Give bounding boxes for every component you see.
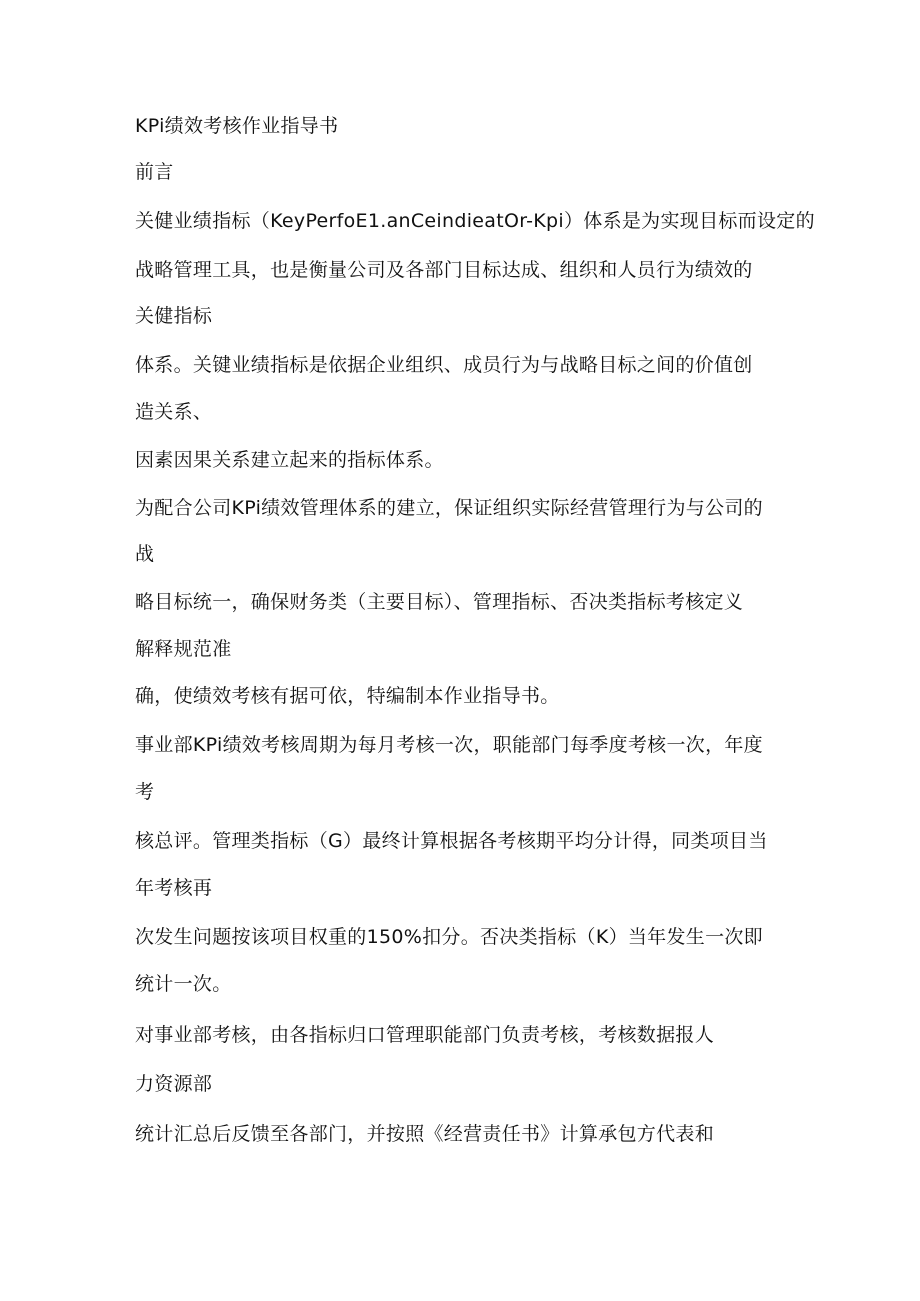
paragraph-line: 为配合公司KPi绩效管理体系的建立，保证组织实际经营管理行为与公司的 bbox=[135, 497, 763, 519]
paragraph-line: 略目标统一，确保财务类（主要目标）、管理指标、否决类指标考核定义 bbox=[135, 591, 744, 613]
paragraph-line: 因素因果关系建立起来的指标体系。 bbox=[135, 449, 444, 471]
paragraph-line: 造关系、 bbox=[135, 401, 213, 423]
paragraph-line: 战略管理工具，也是衡量公司及各部门目标达成、组织和人员行为绩效的 bbox=[135, 259, 753, 281]
paragraph-line: 事业部KPi绩效考核周期为每月考核一次，职能部门每季度考核一次，年度 bbox=[135, 734, 763, 756]
paragraph-line: 体系。关键业绩指标是依据企业组织、成员行为与战略目标之间的价值创 bbox=[135, 354, 753, 376]
paragraph-line: 关健指标 bbox=[135, 305, 213, 327]
paragraph-line: 核总评。管理类指标（G）最终计算根据各考核期平均分计得，同类项目当 bbox=[135, 830, 768, 852]
paragraph-line: 关健业绩指标（KeyPerfoE1.anCeindieatOr-Kpi）体系是为实现目标而设定的 bbox=[135, 210, 815, 232]
paragraph-line: 考 bbox=[135, 781, 155, 803]
paragraph-line: 确，使绩效考核有据可依，特编制本作业指导书。 bbox=[135, 685, 560, 707]
paragraph-line: 年考核再 bbox=[135, 877, 213, 899]
paragraph-line: 对事业部考核，由各指标归口管理职能部门负责考核，考核数据报人 bbox=[135, 1024, 715, 1046]
paragraph-line: 战 bbox=[135, 543, 155, 565]
paragraph-line: 力资源部 bbox=[135, 1073, 213, 1095]
section-heading: 前言 bbox=[135, 161, 174, 183]
paragraph-line: 统计一次。 bbox=[135, 973, 232, 995]
paragraph-line: 次发生问题按该项目权重的150%扣分。否决类指标（K）当年发生一次即 bbox=[135, 926, 763, 948]
paragraph-line: 统计汇总后反馈至各部门，并按照《经营责任书》计算承包方代表和 bbox=[135, 1123, 715, 1145]
document-title: KPi绩效考核作业指导书 bbox=[135, 115, 339, 137]
paragraph-line: 解释规范准 bbox=[135, 638, 232, 660]
